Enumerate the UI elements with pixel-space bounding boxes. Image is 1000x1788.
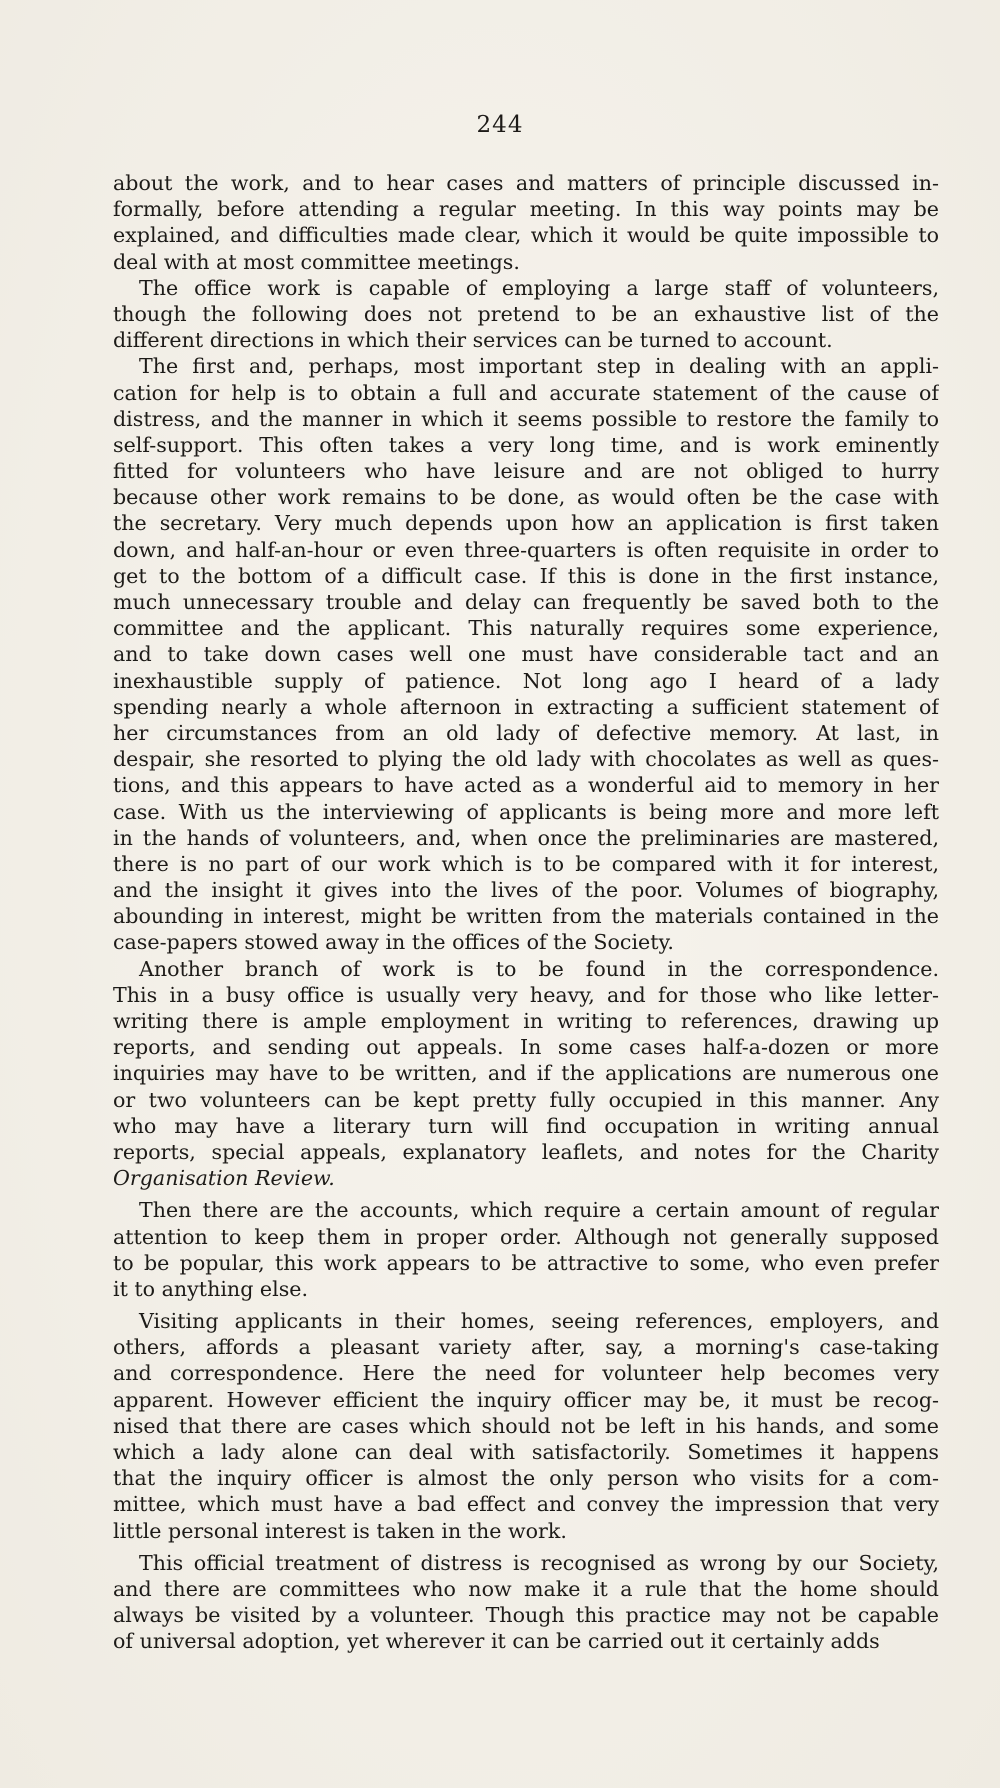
text-line: others, affords a pleasant variety after, say, a morning's case-taking: [113, 1335, 939, 1360]
text-line: the secretary. Very much depends upon how an application is first taken: [113, 511, 939, 536]
paragraph: [113, 170, 939, 275]
text-line: or two volunteers can be kept pretty fully occupied in this manner. Any: [113, 1087, 939, 1112]
text-line: though the following does not pretend to be an exhaustive list of the: [113, 301, 939, 326]
italic-title-line: Organisation Review.: [113, 1166, 335, 1191]
text-line: self-support. This often takes a very long time, and is work eminently: [113, 432, 939, 457]
paragraph: [113, 1550, 939, 1655]
body-text: [113, 170, 939, 1655]
text-line: formally, before attending a regular meeting. In this way points may be: [113, 197, 939, 222]
text-line: Then there are the accounts, which require a certain amount of regular: [139, 1198, 939, 1223]
text-line: committee and the applicant. This naturally requires some experience,: [113, 616, 939, 641]
text-line: always be visited by a volunteer. Though this practice may not be capable: [113, 1603, 939, 1628]
text-line: and there are committees who now make it a rule that the home should: [113, 1576, 939, 1601]
text-line: inquiries may have to be written, and if the applications are numerous one: [113, 1061, 939, 1086]
text-line: apparent. However efficient the inquiry officer may be, it must be recog-: [113, 1387, 939, 1412]
text-line: get to the bottom of a difficult case. If this is done in the first instance,: [113, 563, 939, 588]
text-line: despair, she resorted to plying the old lady with chocolates as well as ques-: [113, 747, 939, 772]
paragraph: [113, 353, 939, 955]
page-number: 244: [476, 112, 524, 138]
text-line: Visiting applicants in their homes, seeing references, employers, and: [139, 1309, 939, 1334]
paragraph: [113, 1197, 939, 1302]
text-line: because other work remains to be done, as would often be the case with: [113, 485, 939, 510]
text-line: case-papers stowed away in the offices of the Society.: [113, 930, 674, 955]
text-line: fitted for volunteers who have leisure and are not obliged to hurry: [113, 459, 939, 484]
text-line: in the hands of volunteers, and, when once the preliminaries are mastered,: [113, 825, 939, 850]
text-line: tions, and this appears to have acted as a wonderful aid to memory in her: [113, 773, 939, 798]
text-line: about the work, and to hear cases and matters of principle discussed in-: [113, 171, 939, 195]
text-line: This official treatment of distress is recognised as wrong by our Society,: [139, 1550, 939, 1575]
text-line: attention to keep them in proper order. Although not generally supposed: [113, 1224, 939, 1249]
paragraph: [113, 275, 939, 354]
text-line: reports, and sending out appeals. In some cases half-a-dozen or more: [113, 1035, 939, 1060]
text-line: her circumstances from an old lady of defective memory. At last, in: [113, 720, 939, 745]
text-line: who may have a literary turn will find occupation in writing annual: [113, 1113, 939, 1138]
text-line: distress, and the manner in which it seems possible to restore the family to: [113, 406, 939, 431]
text-line: writing there is ample employment in writing to references, drawing up: [113, 1009, 939, 1033]
text-line: case. With us the interviewing of applicants is being more and more left: [113, 799, 939, 824]
text-line: The office work is capable of employing a large staff of volunteers,: [139, 275, 939, 300]
text-line: it to anything else.: [113, 1276, 308, 1301]
text-line: explained, and difficulties made clear, which it would be quite impossible to: [113, 223, 939, 248]
text-line: to be popular, this work appears to be attractive to some, who even prefer: [113, 1250, 939, 1275]
text-line: spending nearly a whole afternoon in extracting a sufficient statement of: [113, 694, 939, 719]
text-line: inexhaustible supply of patience. Not long ago I heard of a lady: [113, 668, 939, 693]
text-line: and the insight it gives into the lives of the poor. Volumes of biography,: [113, 878, 939, 903]
text-line: little personal interest is taken in the work.: [113, 1518, 567, 1543]
text-line: cation for help is to obtain a full and accurate statement of the cause of: [113, 380, 939, 405]
text-line: and to take down cases well one must have considerable tact and an: [113, 642, 939, 667]
text-line: that the inquiry officer is almost the only person who visits for a com-: [113, 1466, 939, 1491]
text-line: mittee, which must have a bad effect and convey the impression that very: [113, 1492, 939, 1517]
text-line: This in a busy office is usually very heavy, and for those who like letter-: [113, 982, 939, 1007]
text-line: deal with at most committee meetings.: [113, 249, 520, 274]
text-line: much unnecessary trouble and delay can frequently be saved both to the: [113, 590, 939, 614]
paragraph: [113, 1308, 939, 1544]
text-line: Another branch of work is to be found in the correspondence.: [139, 956, 939, 981]
text-line: different directions in which their services can be turned to account.: [113, 328, 833, 353]
text-line: down, and half-an-hour or even three-quarters is often requisite in order to: [113, 537, 939, 562]
text-line: abounding in interest, might be written from the materials contained in the: [113, 904, 939, 929]
text-line: reports, special appeals, explanatory leaflets, and notes for the Charity: [113, 1139, 939, 1164]
paragraph: [113, 956, 939, 1192]
text-line: nised that there are cases which should not be left in his hands, and some: [113, 1413, 939, 1438]
text-line: there is no part of our work which is to be compared with it for interest,: [113, 851, 939, 876]
text-line: The first and, perhaps, most important step in dealing with an appli-: [139, 354, 939, 379]
text-line: which a lady alone can deal with satisfactorily. Sometimes it happens: [113, 1440, 939, 1464]
text-line: and correspondence. Here the need for volunteer help becomes very: [113, 1361, 939, 1386]
text-line: of universal adoption, yet wherever it can be carried out it certainly adds: [113, 1629, 880, 1654]
